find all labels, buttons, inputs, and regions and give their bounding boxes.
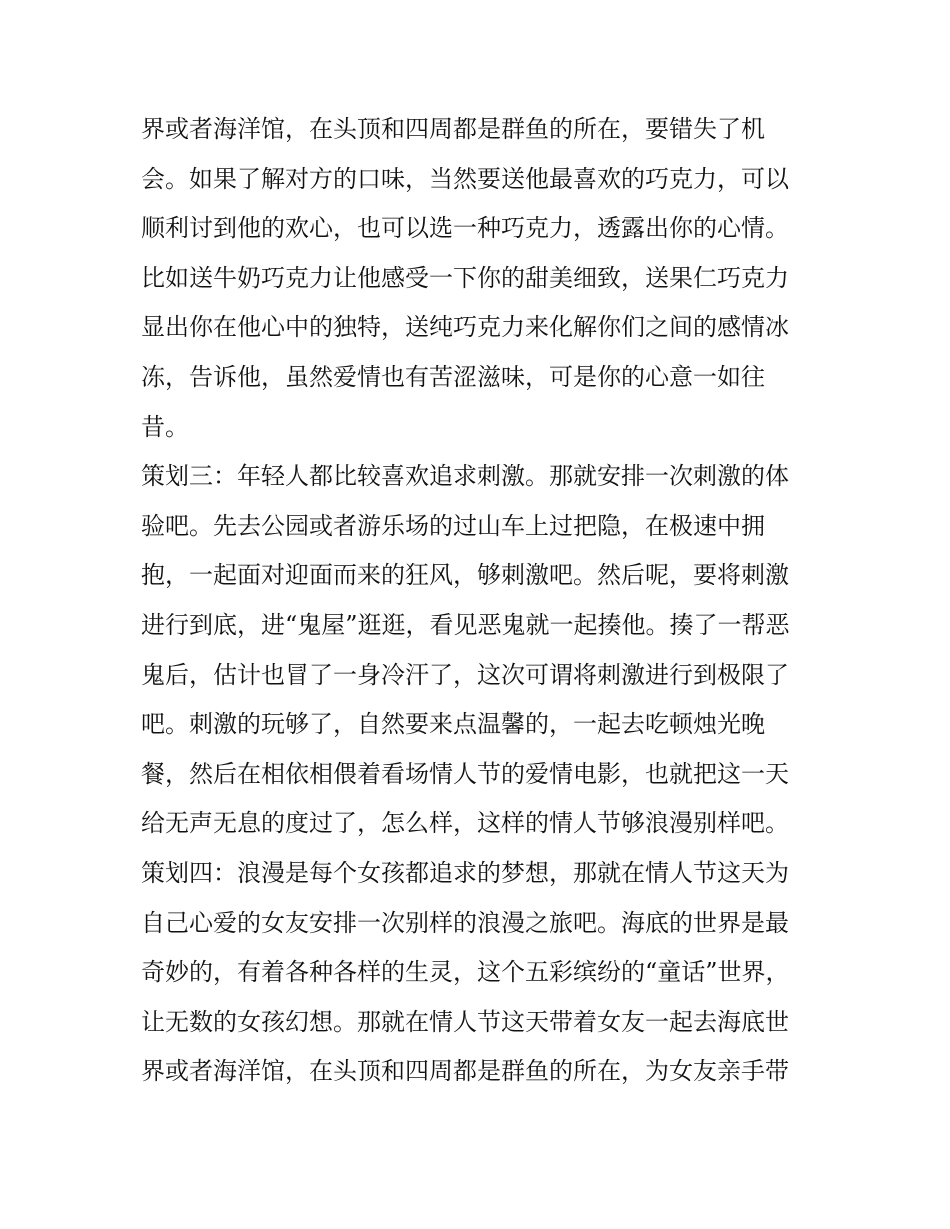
text-line: 奇妙的，有着各种各样的生灵，这个五彩缤纷的“童话”世界，: [141, 958, 790, 987]
body-text: [141, 105, 821, 1097]
text-line: 比如送牛奶巧克力让他感受一下你的甜美细致，送果仁巧克力: [141, 263, 789, 292]
text-line: 吧。刺激的玩够了，自然要来点温馨的，一起去吃顿烛光晚: [141, 710, 765, 739]
text-line: 会。如果了解对方的口味，当然要送他最喜欢的巧克力，可以: [141, 164, 789, 193]
text-line: 昔。: [141, 412, 189, 441]
text-line: 抱，一起面对迎面而来的狂风，够刺激吧。然后呢，要将刺激: [141, 561, 789, 590]
text-line: 显出你在他心中的独特，送纯巧克力来化解你们之间的感情冰: [141, 313, 789, 342]
text-line: 策划四：浪漫是每个女孩都追求的梦想，那就在情人节这天为: [141, 858, 789, 887]
text-line: 给无声无息的度过了，怎么样，这样的情人节够浪漫别样吧。: [141, 809, 789, 838]
text-line: 策划三：年轻人都比较喜欢追求刺激。那就安排一次刺激的体: [141, 462, 789, 491]
text-line: 自己心爱的女友安排一次别样的浪漫之旅吧。海底的世界是最: [141, 908, 789, 937]
text-line: 餐，然后在相依相偎着看场情人节的爱情电影，也就把这一天: [141, 759, 789, 788]
text-line: 界或者海洋馆，在头顶和四周都是群鱼的所在，为女友亲手带: [141, 1057, 789, 1086]
text-line: 鬼后，估计也冒了一身冷汗了，这次可谓将刺激进行到极限了: [141, 660, 789, 689]
text-line: 顺利讨到他的欢心，也可以选一种巧克力，透露出你的心情。: [141, 214, 789, 243]
text-line: 进行到底，进“鬼屋”逛逛，看见恶鬼就一起揍他。揍了一帮恶: [141, 610, 790, 639]
text-line: 界或者海洋馆，在头顶和四周都是群鱼的所在，要错失了机: [141, 115, 765, 143]
text-line: 让无数的女孩幻想。那就在情人节这天带着女友一起去海底世: [141, 1007, 789, 1036]
text-line: 验吧。先去公园或者游乐场的过山车上过把隐，在极速中拥: [141, 511, 765, 540]
text-line: 冻，告诉他，虽然爱情也有苦涩滋味，可是你的心意一如往: [141, 362, 765, 391]
